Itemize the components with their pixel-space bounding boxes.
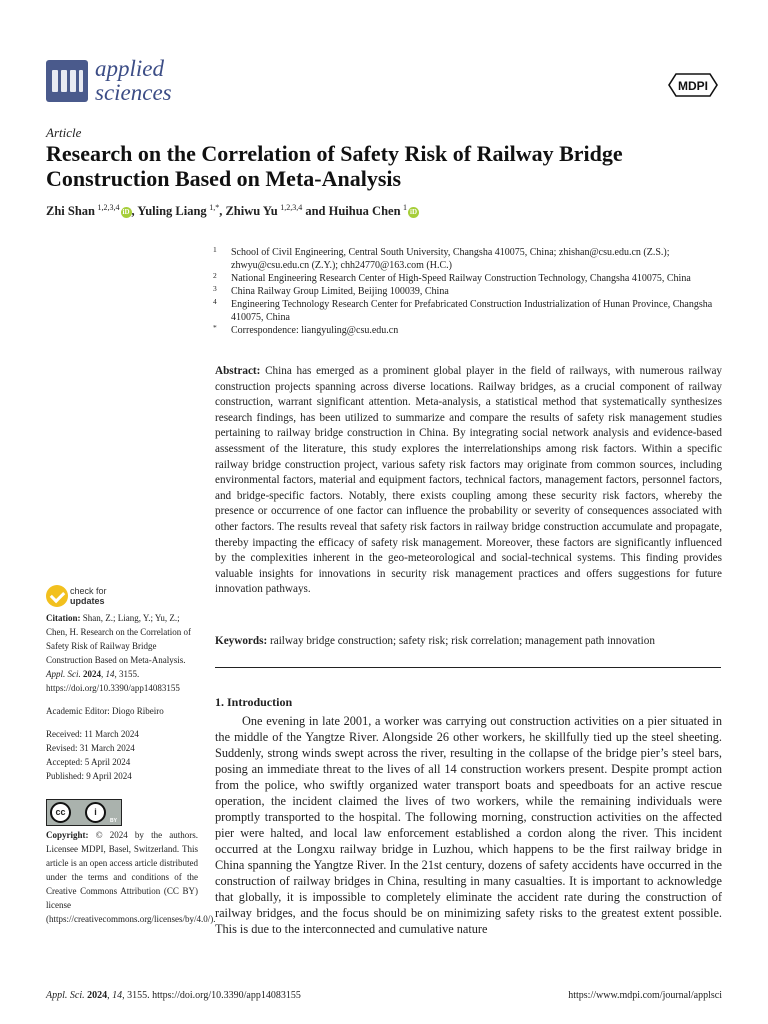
affiliation-item: 1 School of Civil Engineering, Central South University, Changsha 410075, China; zhishan@csu.edu.cn (Z.S.); zhwyu@csu.edu.cn (Z.Y.); chh24770@163.com (H.C.) [213,245,670,271]
divider [215,667,721,668]
publisher-name: MDPI [678,79,708,93]
affiliation-item: 4 Engineering Technology Research Center for Prefabricated Construction Industrialization of Hunan Province, Changsha 410075, China [213,297,713,323]
section-heading: 1. Introduction [215,695,293,709]
footer-doi[interactable]: , 3155. https://doi.org/10.3390/app14083155 [122,990,301,1001]
cc-label: BY [110,818,117,824]
article-type: Article [46,125,82,140]
check-icon [46,585,68,607]
affiliation-item: 3 China Railway Group Limited, Beijing 100039, China [213,284,449,297]
affiliations [213,246,728,337]
footer-year: 2024 [87,990,108,1001]
paper-title: Research on the Correlation of Safety Risk of Railway Bridge Construction Based on Meta-Analysis [46,141,623,191]
check-updates-line1: check for [70,586,107,596]
copyright-block [46,828,216,926]
citation-volume: 14 [105,669,115,679]
check-for-updates-button[interactable] [46,585,131,609]
keywords [215,634,722,650]
copyright-text: © 2024 by the authors. Licensee MDPI, Basel, Switzerland. This article is an open access article distributed under the terms and conditions of the Creative Commons Attribution (CC BY) license (https://creativecommons.org/licenses/by/4.0/). [46,830,216,924]
author-name[interactable]: Zhi Shan [46,204,95,219]
abstract-label: Abstract: [215,365,261,377]
correspondence: * Correspondence: liangyuling@csu.edu.cn [213,323,399,336]
citation-label: Citation: [46,613,81,623]
keywords-label: Keywords: [215,635,268,647]
footer-journal: Appl. Sci. [46,990,85,1001]
person-icon: i [85,802,106,823]
copyright-label: Copyright: [46,830,89,840]
keywords-text: railway bridge construction; safety risk; risk correlation; management path innovation [270,635,655,647]
abstract-text: China has emerged as a prominent global player in the field of railways, with numerous railway construction projects spanning across diverse locations. Railway bridges, as a crucial component of railway construction, warrant significant attention. Meta-analysis, a statistical method that systematically synthesizes research findings, has been utilized to summarize and compare the results of safety risk management studies pertaining to railway bridge construction in China. By integrating social network analysis and evidence-based assessment of the literature, this study explores the interrelationships among risk factors. Within a specific railway bridge construction project, various safety risk factors may originate from common sources, including environmental factors, material and equipment factors, technical factors, management factors, personnel factors, and bridge-specific factors. Notably, there exists coupling among these security risk factors, whereby the presence or occurrence of one factor can influence the probability or severity of consequences associated with other factors. The results reveal that safety risk factors in railway bridge construction accumulate and propagate, thereby impacting the efficacy of safety risk management. Moreover, these factors are significantly influenced by the complexities inherent in the geo-meteorological and social-technical systems. This finding provides valuable insights for innovations in security risk management practices and offers suggestions for future innovation pathways. [215,365,723,596]
orcid-icon[interactable]: iD [410,207,418,216]
author-affil: 1,2,3,4 [280,203,303,212]
mdpi-logo [666,70,720,100]
journal-name-line2: sciences [95,80,172,105]
footer-citation: Appl. Sci. 2024, 14, 3155. https://doi.org/10.3390/app14083155 [46,990,301,1001]
journal-logo [46,60,88,102]
author-name[interactable]: Yuling Liang [137,204,207,219]
received-date: Received: 11 March 2024 [46,729,139,739]
journal-name-line1: applied [95,56,164,81]
orcid-icon[interactable]: iD [122,207,130,216]
author-affil: 1,2,3,4 [97,203,120,212]
dates-block [46,727,198,783]
abstract [215,364,722,598]
revised-date: Revised: 31 March 2024 [46,743,135,753]
accepted-date: Accepted: 5 April 2024 [46,757,131,767]
footer-journal-url[interactable]: https://www.mdpi.com/journal/applsci [568,990,722,1001]
citation-year: 2024 [83,669,101,679]
check-updates-line2: updates [70,596,105,606]
citation-text: Shan, Z.; Liang, Y.; Yu, Z.; Chen, H. Research on the Correlation of Safety Risk of Railway Bridge Construction Based on Meta-Analysis. [46,613,191,665]
cc-icon: cc [50,802,71,823]
published-date: Published: 9 April 2024 [46,771,132,781]
journal-name [95,57,172,105]
author-list: Zhi Shan $^{1,2,3,4}$ iD , Yuling Liang $^{1,*}$, Zhiwu Yu $^{1,2,3,4}$ and Huihua Chen $^1$ iD [46,203,418,219]
citation-doi[interactable]: , 3155. https://doi.org/10.3390/app14083155 [46,669,180,693]
academic-editor: Academic Editor: Diogo Ribeiro [46,706,164,716]
footer-volume: 14 [112,990,123,1001]
cc-by-license-badge[interactable] [46,799,122,826]
author-name[interactable]: Huihua Chen [328,204,401,219]
author-name[interactable]: Zhiwu Yu [225,204,278,219]
citation-block: Citation: Shan, Z.; Liang, Y.; Yu, Z.; Chen, H. Research on the Correlation of Safety Risk of Railway Bridge Construction Based on Meta-Analysis. Appl. Sci. 2024, 14, 3155. https://doi.org/10.3390/app14083155 [46,613,191,693]
intro-paragraph: One evening in late 2001, a worker was carrying out construction activities on a pier situated in the middle of the Yangtze River. Alongside 26 other workers, he skillfully tied up the steel sheeting. Suddenly, strong winds swept across the river, resulting in the collapse of the bridge pier’s steel bars, posing an immediate threat to the lives of all 14 construction workers present. Despite prompt action from the police, who swiftly organized water transport boats and speedboats for an active rescue operation, the incident claimed the lives of two workers, while the remaining individuals were promptly transported to the hospital. The following morning, construction activities on the affected pier were halted, and local law enforcement established a cordon along the river. This incident occurred at the Longxu railway bridge in Luzhou, which happens to be the first railway bridge in China spanning the Yangtze River. In the 21st century, dozens of safety accidents have occurred in the construction of railway bridges in China, resulting in many casualties. It is important to acknowledge that globally, it is impossible to completely eliminate the accident rate during the construction of railway bridges, and the focus should be on minimizing safety risks to the greatest extent possible. This is due to the interconnected and cumulative nature [215,714,722,936]
author-affil: 1 [403,203,408,212]
affiliation-item: 2 National Engineering Research Center of High-Speed Railway Construction Technology, Changsha 410075, China [213,271,691,284]
citation-journal: Appl. Sci. [46,669,81,679]
author-affil: 1,* [209,203,220,212]
